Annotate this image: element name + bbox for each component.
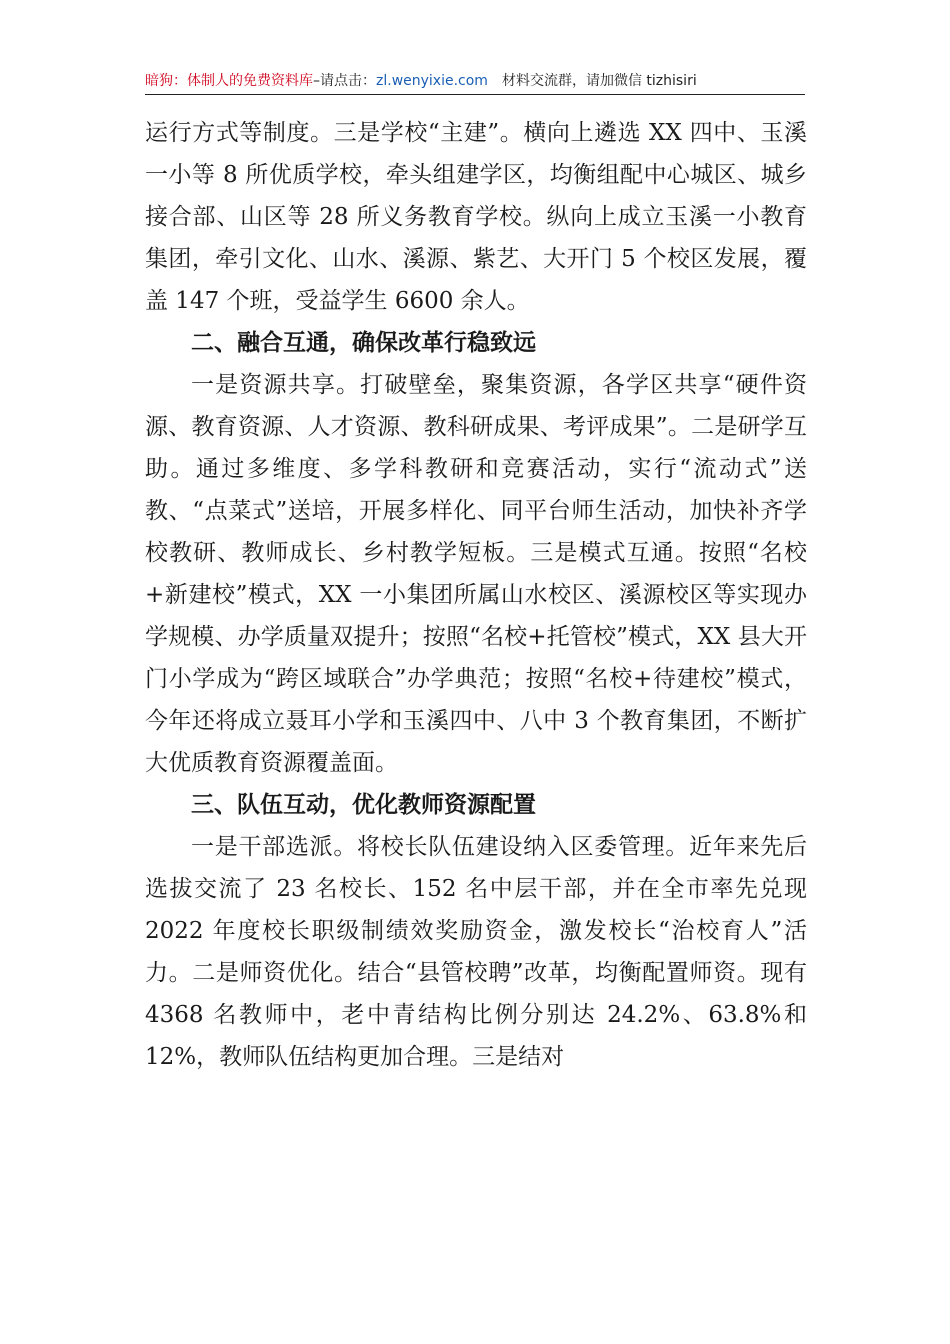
section-heading-3: 三、队伍互动，优化教师资源配置: [191, 792, 536, 818]
page-header: [145, 70, 805, 94]
header-divider: [145, 94, 805, 95]
paragraph-continuation: 运行方式等制度。三是学校“主建”。横向上遴选 XX 四中、玉溪一小等 8 所优质学校，牵头组建学区，均衡组配中心城区、城乡接合部、山区等 28 所义务教育学校。纵向上成立玉溪一小教育集团，牵引文化、山水、溪源、紫艺、大开门 5 个校区发展，覆盖 147 个班，受益学生 6600 余人。: [145, 120, 807, 314]
paragraph-section-3: 一是干部选派。将校长队伍建设纳入区委管理。近年来先后选拔交流了 23 名校长、152 名中层干部，并在全市率先兑现 2022 年度校长职级制绩效奖励资金，激发校长“治校育人”活力。二是师资优化。结合“县管校聘”改革，均衡配置师资。现有 4368 名教师中，老中青结构比例分别达 24.2%、63.8%和 12%，教师队伍结构更加合理。三是结对: [145, 834, 807, 1070]
section-heading-2: 二、融合互通，确保改革行稳致远: [191, 330, 536, 356]
header-brand: 暗狗：体制人的免费资料库: [145, 73, 313, 89]
document-body: [145, 112, 807, 1078]
paragraph-section-2: 一是资源共享。打破壁垒，聚集资源，各学区共享“硬件资源、教育资源、人才资源、教科研成果、考评成果”。二是研学互助。通过多维度、多学科教研和竞赛活动，实行“流动式”送教、“点菜式”送培，开展多样化、同平台师生活动，加快补齐学校教研、教师成长、乡村教学短板。三是模式互通。按照“名校+新建校”模式，XX 一小集团所属山水校区、溪源校区等实现办学规模、办学质量双提升；按照“名校+托管校”模式，XX 县大开门小学成为“跨区域联合”办学典范；按照“名校+待建校”模式，今年还将成立聂耳小学和玉溪四中、八中 3 个教育集团，不断扩大优质教育资源覆盖面。: [145, 372, 807, 776]
header-link[interactable]: zl.wenyixie.com: [376, 73, 488, 89]
header-contact: 材料交流群，请加微信 tizhisiri: [501, 73, 697, 89]
header-separator: –请点击：: [313, 73, 376, 89]
